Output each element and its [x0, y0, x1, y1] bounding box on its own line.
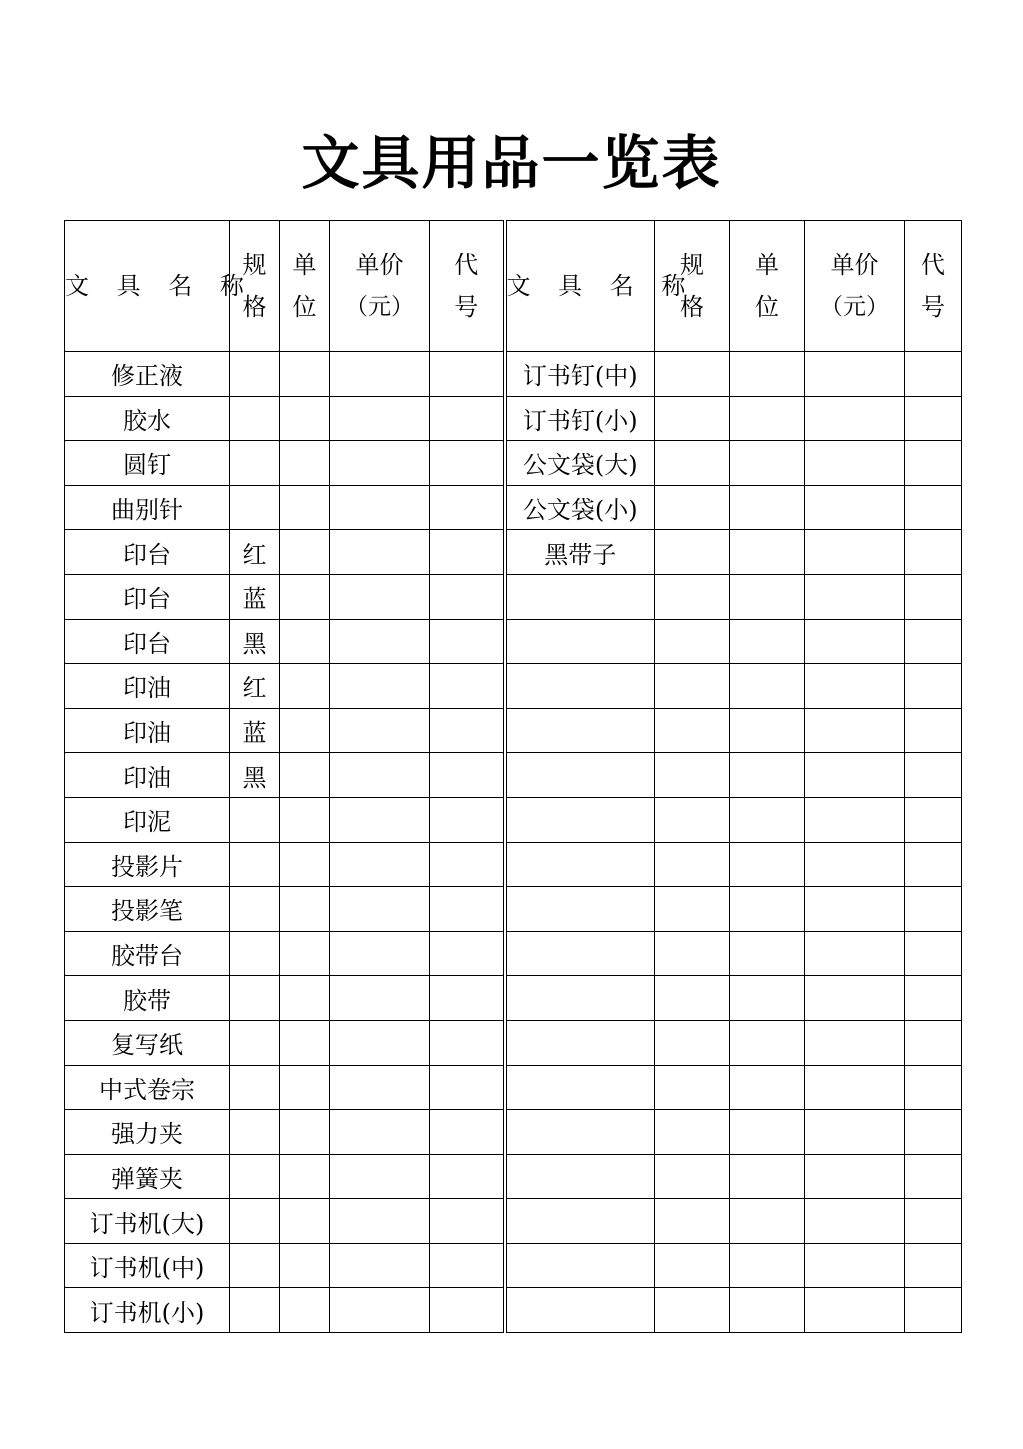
item-code-cell [430, 753, 505, 798]
item-price-cell [805, 574, 905, 619]
header-spec-left: 规 格 [230, 221, 280, 352]
item-unit-cell [280, 753, 330, 798]
table-row [65, 574, 962, 619]
item-spec-cell: 红 [230, 530, 280, 575]
item-code-cell [430, 1154, 505, 1199]
item-code-cell [905, 1020, 962, 1065]
item-unit-cell [730, 485, 805, 530]
item-spec-cell: 红 [230, 664, 280, 709]
table-row [65, 1288, 962, 1333]
item-spec-cell [655, 797, 730, 842]
item-name-cell [505, 1110, 655, 1155]
table-row [65, 441, 962, 486]
item-price-cell [330, 1110, 430, 1155]
item-name-cell: 圆钉 [65, 441, 230, 486]
item-unit-cell [280, 396, 330, 441]
item-unit-cell [280, 842, 330, 887]
item-name-cell [505, 619, 655, 664]
item-name-cell [505, 842, 655, 887]
header-unit-left: 单 位 [280, 221, 330, 352]
item-price-cell [805, 1020, 905, 1065]
item-spec-cell: 黑 [230, 753, 280, 798]
item-unit-cell [280, 1243, 330, 1288]
item-price-cell [805, 530, 905, 575]
item-name-cell [505, 887, 655, 932]
item-price-cell [805, 1243, 905, 1288]
item-price-cell [805, 441, 905, 486]
item-name-cell: 弹簧夹 [65, 1154, 230, 1199]
table-row [65, 797, 962, 842]
item-name-cell [505, 1020, 655, 1065]
item-spec-cell [655, 1199, 730, 1244]
item-code-cell [430, 441, 505, 486]
item-unit-cell [730, 976, 805, 1021]
item-price-cell [330, 664, 430, 709]
item-unit-cell [730, 931, 805, 976]
item-name-cell [505, 797, 655, 842]
item-unit-cell [280, 1020, 330, 1065]
item-spec-cell [230, 396, 280, 441]
item-name-cell: 中式卷宗 [65, 1065, 230, 1110]
item-code-cell [430, 664, 505, 709]
item-name-cell: 印台 [65, 619, 230, 664]
item-unit-cell [730, 887, 805, 932]
item-price-cell [330, 1065, 430, 1110]
item-code-cell [905, 887, 962, 932]
item-name-cell: 印油 [65, 664, 230, 709]
item-name-cell [505, 664, 655, 709]
item-name-cell: 印油 [65, 753, 230, 798]
item-name-cell [505, 1154, 655, 1199]
item-spec-cell [230, 976, 280, 1021]
item-price-cell [330, 1199, 430, 1244]
item-code-cell [430, 842, 505, 887]
item-unit-cell [730, 1154, 805, 1199]
item-spec-cell [655, 441, 730, 486]
item-unit-cell [730, 842, 805, 887]
item-code-cell [430, 1243, 505, 1288]
item-price-cell [805, 887, 905, 932]
item-price-cell [805, 708, 905, 753]
item-spec-cell [230, 1020, 280, 1065]
item-name-cell: 订书钉(中) [505, 352, 655, 397]
item-code-cell [905, 1110, 962, 1155]
item-name-cell: 胶水 [65, 396, 230, 441]
item-name-cell: 订书机(中) [65, 1243, 230, 1288]
item-spec-cell [655, 887, 730, 932]
item-unit-cell [730, 574, 805, 619]
page-title: 文具用品一览表 [301, 129, 722, 197]
header-unit-right: 单 位 [730, 221, 805, 352]
item-unit-cell [730, 1110, 805, 1155]
item-unit-cell [280, 797, 330, 842]
item-spec-cell [230, 1154, 280, 1199]
item-code-cell [905, 574, 962, 619]
item-code-cell [430, 1199, 505, 1244]
item-spec-cell [655, 396, 730, 441]
item-code-cell [905, 842, 962, 887]
item-price-cell [805, 1199, 905, 1244]
table-row [65, 619, 962, 664]
item-unit-cell [280, 664, 330, 709]
item-unit-cell [730, 396, 805, 441]
item-code-cell [430, 887, 505, 932]
item-name-cell: 订书机(小) [65, 1288, 230, 1333]
item-code-cell [430, 485, 505, 530]
item-price-cell [330, 842, 430, 887]
item-price-cell [805, 1288, 905, 1333]
table-row [65, 1154, 962, 1199]
item-spec-cell: 蓝 [230, 574, 280, 619]
item-spec-cell [655, 352, 730, 397]
item-spec-cell [230, 1199, 280, 1244]
item-spec-cell [655, 1020, 730, 1065]
header-name-left: 文 具 名 称 [65, 221, 230, 352]
item-name-cell: 强力夹 [65, 1110, 230, 1155]
item-spec-cell [230, 797, 280, 842]
item-unit-cell [280, 976, 330, 1021]
table-row [65, 931, 962, 976]
item-code-cell [430, 530, 505, 575]
item-spec-cell: 黑 [230, 619, 280, 664]
item-price-cell [330, 352, 430, 397]
item-unit-cell [280, 352, 330, 397]
item-unit-cell [730, 1199, 805, 1244]
item-price-cell [330, 708, 430, 753]
item-code-cell [905, 1243, 962, 1288]
item-name-cell: 订书钉(小) [505, 396, 655, 441]
item-spec-cell [230, 1065, 280, 1110]
item-unit-cell [280, 1154, 330, 1199]
item-spec-cell [230, 842, 280, 887]
item-price-cell [330, 619, 430, 664]
item-unit-cell [280, 887, 330, 932]
item-unit-cell [730, 352, 805, 397]
table-body [65, 352, 962, 1333]
table-row [65, 1243, 962, 1288]
item-price-cell [330, 1288, 430, 1333]
item-code-cell [430, 352, 505, 397]
item-code-cell [905, 1154, 962, 1199]
table-row [65, 396, 962, 441]
item-name-cell: 印台 [65, 530, 230, 575]
item-name-cell: 胶带台 [65, 931, 230, 976]
item-name-cell [505, 1199, 655, 1244]
item-name-cell [505, 1065, 655, 1110]
item-code-cell [430, 976, 505, 1021]
item-price-cell [805, 352, 905, 397]
item-price-cell [330, 574, 430, 619]
item-code-cell [905, 1288, 962, 1333]
item-price-cell [805, 619, 905, 664]
item-spec-cell [655, 1288, 730, 1333]
item-price-cell [330, 797, 430, 842]
item-code-cell [430, 1020, 505, 1065]
item-price-cell [330, 1020, 430, 1065]
item-code-cell [905, 619, 962, 664]
item-name-cell [505, 574, 655, 619]
item-unit-cell [730, 530, 805, 575]
item-unit-cell [280, 931, 330, 976]
item-spec-cell [655, 664, 730, 709]
item-name-cell [505, 753, 655, 798]
table-row [65, 976, 962, 1021]
header-spec-right: 规 格 [655, 221, 730, 352]
item-unit-cell [730, 1288, 805, 1333]
item-spec-cell [655, 931, 730, 976]
item-spec-cell [230, 887, 280, 932]
item-unit-cell [730, 664, 805, 709]
header-row [65, 221, 962, 352]
item-price-cell [805, 664, 905, 709]
item-name-cell: 复写纸 [65, 1020, 230, 1065]
item-price-cell [805, 396, 905, 441]
item-spec-cell [230, 1288, 280, 1333]
item-code-cell [905, 485, 962, 530]
item-unit-cell [730, 1243, 805, 1288]
item-price-cell [330, 485, 430, 530]
item-unit-cell [280, 1110, 330, 1155]
item-spec-cell [655, 842, 730, 887]
item-code-cell [430, 797, 505, 842]
item-price-cell [330, 396, 430, 441]
item-unit-cell [730, 441, 805, 486]
item-spec-cell [655, 708, 730, 753]
item-code-cell [905, 976, 962, 1021]
table-row [65, 1065, 962, 1110]
item-unit-cell [280, 441, 330, 486]
item-code-cell [905, 1065, 962, 1110]
item-spec-cell [655, 1065, 730, 1110]
item-spec-cell [230, 1243, 280, 1288]
item-spec-cell [230, 352, 280, 397]
item-price-cell [805, 1154, 905, 1199]
item-unit-cell [730, 1065, 805, 1110]
item-unit-cell [730, 708, 805, 753]
item-unit-cell [280, 574, 330, 619]
item-code-cell [430, 931, 505, 976]
table-row [65, 664, 962, 709]
item-name-cell: 公文袋(大) [505, 441, 655, 486]
table-row [65, 887, 962, 932]
item-unit-cell [280, 530, 330, 575]
item-price-cell [805, 753, 905, 798]
item-name-cell [505, 1288, 655, 1333]
item-spec-cell [655, 530, 730, 575]
table-row [65, 352, 962, 397]
item-price-cell [805, 931, 905, 976]
item-price-cell [330, 1243, 430, 1288]
item-name-cell [505, 931, 655, 976]
item-code-cell [905, 797, 962, 842]
item-unit-cell [730, 619, 805, 664]
item-spec-cell [655, 485, 730, 530]
item-name-cell: 订书机(大) [65, 1199, 230, 1244]
header-name-right: 文 具 名 称 [505, 221, 655, 352]
item-name-cell: 公文袋(小) [505, 485, 655, 530]
item-spec-cell [655, 753, 730, 798]
item-code-cell [905, 1199, 962, 1244]
header-code-left: 代 号 [430, 221, 505, 352]
item-name-cell: 修正液 [65, 352, 230, 397]
item-name-cell [505, 708, 655, 753]
item-name-cell: 曲别针 [65, 485, 230, 530]
item-unit-cell [280, 1199, 330, 1244]
header-price-left: 单价 （元） [330, 221, 430, 352]
item-code-cell [905, 530, 962, 575]
item-code-cell [905, 753, 962, 798]
item-code-cell [905, 396, 962, 441]
item-price-cell [805, 797, 905, 842]
item-code-cell [430, 1110, 505, 1155]
item-price-cell [805, 485, 905, 530]
item-spec-cell: 蓝 [230, 708, 280, 753]
item-unit-cell [730, 753, 805, 798]
item-name-cell [505, 976, 655, 1021]
table-row [65, 530, 962, 575]
item-code-cell [430, 1288, 505, 1333]
item-unit-cell [280, 708, 330, 753]
item-code-cell [430, 396, 505, 441]
item-spec-cell [655, 1154, 730, 1199]
table-row [65, 842, 962, 887]
item-spec-cell [655, 1243, 730, 1288]
item-unit-cell [280, 485, 330, 530]
table-row [65, 485, 962, 530]
item-price-cell [330, 753, 430, 798]
item-name-cell: 印油 [65, 708, 230, 753]
item-spec-cell [655, 976, 730, 1021]
item-spec-cell [230, 1110, 280, 1155]
item-price-cell [805, 842, 905, 887]
item-code-cell [905, 441, 962, 486]
item-price-cell [805, 1110, 905, 1155]
item-price-cell [330, 441, 430, 486]
table-row [65, 708, 962, 753]
item-price-cell [805, 1065, 905, 1110]
item-spec-cell [230, 931, 280, 976]
stationery-table [64, 220, 962, 1333]
header-code-right: 代 号 [905, 221, 962, 352]
item-price-cell [330, 976, 430, 1021]
item-name-cell: 投影片 [65, 842, 230, 887]
table-row [65, 1199, 962, 1244]
item-code-cell [430, 1065, 505, 1110]
item-price-cell [330, 1154, 430, 1199]
item-name-cell: 投影笔 [65, 887, 230, 932]
item-code-cell [905, 664, 962, 709]
item-unit-cell [280, 1065, 330, 1110]
item-code-cell [430, 619, 505, 664]
item-price-cell [330, 931, 430, 976]
item-spec-cell [655, 619, 730, 664]
table-row [65, 1110, 962, 1155]
item-code-cell [905, 708, 962, 753]
table-row [65, 1020, 962, 1065]
item-code-cell [905, 931, 962, 976]
header-price-right: 单价 （元） [805, 221, 905, 352]
item-spec-cell [230, 485, 280, 530]
item-unit-cell [280, 619, 330, 664]
item-name-cell: 黑带子 [505, 530, 655, 575]
item-code-cell [430, 574, 505, 619]
item-code-cell [430, 708, 505, 753]
item-price-cell [330, 887, 430, 932]
item-name-cell: 胶带 [65, 976, 230, 1021]
item-unit-cell [730, 1020, 805, 1065]
item-name-cell [505, 1243, 655, 1288]
item-price-cell [330, 530, 430, 575]
item-spec-cell [655, 574, 730, 619]
item-unit-cell [280, 1288, 330, 1333]
item-spec-cell [655, 1110, 730, 1155]
item-name-cell: 印泥 [65, 797, 230, 842]
item-code-cell [905, 352, 962, 397]
table-row [65, 753, 962, 798]
item-spec-cell [230, 441, 280, 486]
item-unit-cell [730, 797, 805, 842]
item-price-cell [805, 976, 905, 1021]
item-name-cell: 印台 [65, 574, 230, 619]
